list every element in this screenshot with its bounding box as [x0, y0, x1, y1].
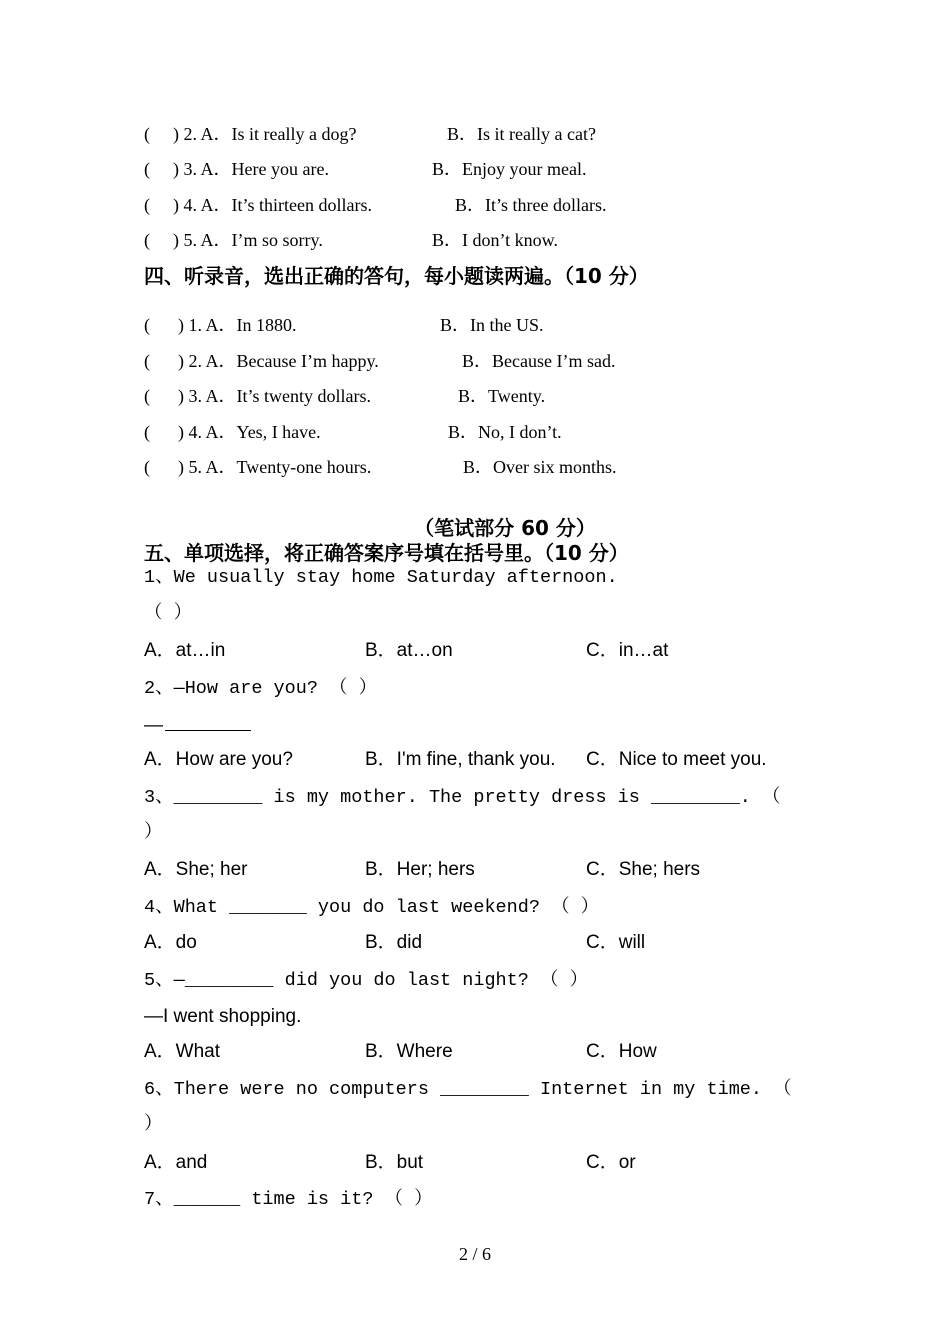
question-3-text: 3、________ is my mother. The pretty dress is ________. （ [144, 787, 781, 808]
question-7-text: 7、______ time is it? （ ） [144, 1189, 433, 1210]
option-a: A．and [144, 1152, 208, 1173]
option-b: B．at…on [365, 640, 453, 661]
option-b: B．I don’t know. [432, 230, 558, 250]
option-b: B．It’s three dollars. [455, 195, 607, 215]
question-6-text: 6、There were no computers ________ Internet in my time. （ [144, 1079, 792, 1100]
option-a: ) 3. A．It’s twenty dollars. [178, 386, 371, 406]
question-1-bracket: （ ） [144, 603, 193, 624]
question-1-text: 1、We usually stay home Saturday afternoon. [144, 567, 618, 588]
option-a: A．She; her [144, 859, 248, 880]
option-c: C．She; hers [586, 859, 701, 880]
option-c: C．in…at [586, 640, 669, 661]
option-a: ) 5. A．I’m so sorry. [173, 230, 323, 250]
answer-bracket: ( [144, 124, 150, 144]
answer-bracket: ( [144, 315, 150, 335]
option-b: B．Because I’m sad. [462, 351, 616, 371]
option-a: ) 4. A．Yes, I have. [178, 422, 321, 442]
option-b: B．but [365, 1152, 424, 1173]
answer-bracket: ( [144, 457, 150, 477]
answer-bracket: ( [144, 159, 150, 179]
section-5-title: 五、单项选择，将正确答案序号填在括号里。（10 分） [144, 541, 629, 565]
option-a: ) 4. A．It’s thirteen dollars. [173, 195, 372, 215]
option-a: ) 1. A．In 1880. [178, 315, 297, 335]
option-a: ) 3. A．Here you are. [173, 159, 329, 179]
option-a: ) 2. A．Is it really a dog? [173, 124, 357, 144]
option-a: A．How are you? [144, 749, 293, 770]
option-a: A．What [144, 1041, 221, 1062]
dash: — [144, 715, 163, 736]
answer-bracket: ( [144, 230, 150, 250]
option-c: C．will [586, 932, 646, 953]
question-6-bracket: ） [144, 1114, 163, 1135]
answer-blank [165, 712, 251, 731]
option-b: B．In the US. [440, 315, 544, 335]
question-5-reply: —I went shopping. [144, 1006, 302, 1027]
option-c: C．Nice to meet you. [586, 749, 767, 770]
question-3-bracket: ） [144, 822, 163, 843]
option-a: A．at…in [144, 640, 226, 661]
answer-bracket: ( [144, 195, 150, 215]
option-b: B．Over six months. [463, 457, 617, 477]
answer-bracket: ( [144, 351, 150, 371]
written-part-title: （笔试部分 60 分） [414, 516, 596, 540]
option-c: C．How [586, 1041, 657, 1062]
option-b: B．did [365, 932, 423, 953]
section-4-title: 四、听录音，选出正确的答句，每小题读两遍。（10 分） [144, 264, 649, 288]
option-b: B．Where [365, 1041, 453, 1062]
option-b: B．I'm fine, thank you. [365, 749, 556, 770]
option-b: B．Her; hers [365, 859, 475, 880]
question-5-text: 5、—________ did you do last night? （ ） [144, 970, 589, 991]
question-2-answer-line [144, 712, 251, 738]
option-a: A．do [144, 932, 197, 953]
option-b: B．Enjoy your meal. [432, 159, 587, 179]
option-b: B．Twenty. [458, 386, 546, 406]
page-number: 2 / 6 [458, 1244, 491, 1264]
answer-bracket: ( [144, 386, 150, 406]
option-c: C．or [586, 1152, 636, 1173]
answer-bracket: ( [144, 422, 150, 442]
option-b: B．Is it really a cat? [447, 124, 596, 144]
option-a: ) 5. A．Twenty-one hours. [178, 457, 372, 477]
option-a: ) 2. A．Because I’m happy. [178, 351, 379, 371]
question-2-text: 2、—How are you? （ ） [144, 678, 378, 699]
option-b: B．No, I don’t. [448, 422, 562, 442]
question-4-text: 4、What _______ you do last weekend? （ ） [144, 897, 600, 918]
